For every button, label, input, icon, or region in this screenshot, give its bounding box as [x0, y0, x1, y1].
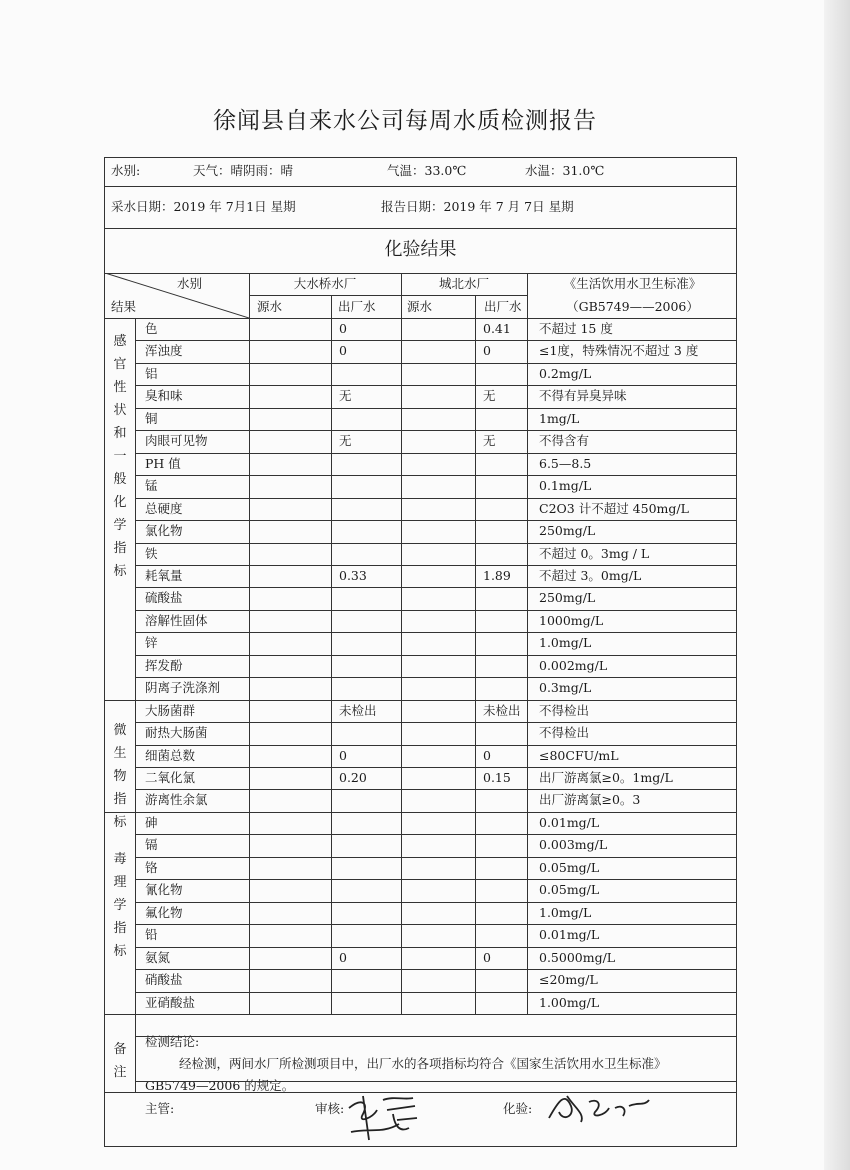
standard-value: 不得检出 [539, 702, 590, 718]
item-name: 硫酸盐 [145, 590, 183, 606]
item-name: 氟化物 [145, 904, 183, 920]
item-name: 铜 [145, 410, 158, 426]
measured-value: 无 [339, 433, 352, 449]
measured-value: 0 [339, 321, 347, 336]
report-table [104, 157, 737, 1147]
supervisor-label: 主管: [145, 1101, 175, 1116]
item-name: 硝酸盐 [145, 972, 183, 988]
item-name: 挥发酚 [145, 657, 183, 673]
group-char: 一 [113, 449, 127, 464]
conclusion-label: 检测结论: [145, 1034, 200, 1049]
item-name: 氰化物 [145, 882, 183, 898]
item-name: 耗氧量 [145, 567, 183, 583]
item-name: 肉眼可见物 [145, 433, 208, 449]
group-char: 般 [113, 472, 127, 487]
report-title: 徐闻县自来水公司每周水质检测报告 [213, 108, 597, 134]
header-c-source: 源水 [407, 299, 433, 314]
remarks-label [105, 1038, 135, 1084]
section-title: 化验结果 [384, 239, 457, 260]
group-char: 标 [113, 564, 127, 579]
group-char: 毒 [113, 852, 127, 867]
standard-value: 0.2mg/L [539, 365, 592, 381]
measured-value: 无 [483, 388, 496, 404]
standard-value: ≤1度，特殊情况不超过 3 度 [539, 343, 699, 359]
measured-value: 0 [339, 949, 347, 965]
group-char: 微 [113, 723, 127, 738]
item-name: 溶解性固体 [145, 612, 208, 628]
weather-field: 天气：晴阴雨：晴 [193, 163, 294, 178]
group-char: 学 [113, 518, 127, 533]
standard-value: C2O3 计不超过 450mg/L [539, 500, 689, 516]
item-name: 臭和味 [145, 388, 183, 404]
measured-value: 0.20 [339, 770, 367, 785]
standard-value: 出厂游离氯≥0。1mg/L [539, 770, 673, 785]
measured-value: 0.41 [483, 321, 511, 336]
item-name: 氨氮 [145, 949, 171, 965]
item-name: 锌 [145, 635, 158, 651]
report-date-field: 报告日期：2019 年 7 月 7日 星期 [381, 199, 574, 214]
standard-value: 6.5—8.5 [539, 455, 592, 471]
standard-value: 0.5000mg/L [539, 949, 616, 965]
group-char: 生 [113, 746, 127, 761]
standard-value: 0.3mg/L [539, 680, 592, 696]
header-plant-chengbei: 城北水厂 [438, 276, 489, 291]
group-char: 和 [113, 426, 127, 441]
item-name: 铬 [145, 859, 158, 875]
standard-value: 不超过 15 度 [539, 321, 613, 336]
measured-value: 0 [483, 949, 491, 965]
group-char: 指 [113, 921, 127, 936]
reviewer-signature [343, 1088, 425, 1146]
item-name: 铅 [145, 927, 158, 943]
tester-signature [545, 1088, 655, 1128]
header-standard-title: 《生活饮用水卫生标准》 [563, 276, 702, 291]
measured-value: 0 [339, 343, 347, 359]
item-name: PH 值 [145, 455, 181, 471]
item-name: 二氧化氯 [145, 770, 196, 785]
item-name: 锰 [145, 478, 158, 494]
standard-value: 0.002mg/L [539, 657, 608, 673]
item-name: 色 [145, 321, 158, 336]
standard-value: 不得含有 [539, 433, 590, 449]
group-char: 物 [113, 769, 127, 784]
standard-value: ≤80CFU/mL [539, 747, 619, 763]
header-d-outlet: 出厂水 [338, 299, 376, 314]
standard-value: 0.05mg/L [539, 859, 600, 875]
water-temp-field: 水温：31.0℃ [525, 163, 605, 178]
group-char: 性 [113, 380, 127, 395]
header-d-source: 源水 [257, 299, 283, 314]
standard-value: 不超过 0。3mg / L [539, 545, 650, 561]
group-char: 标 [113, 944, 127, 959]
measured-value: 无 [483, 433, 496, 449]
item-name: 铁 [145, 545, 158, 561]
standard-value: 1000mg/L [539, 612, 604, 628]
water-type-label: 水别: [111, 163, 141, 178]
group-label-toxicology [105, 848, 135, 963]
standard-value: 250mg/L [539, 590, 596, 606]
item-name: 阴离子洗涤剂 [145, 680, 221, 696]
group-char: 理 [113, 875, 127, 890]
header-plant-daxuqiao: 大水桥水厂 [293, 276, 357, 291]
group-label-microbial [105, 719, 135, 834]
group-char: 指 [113, 541, 127, 556]
remarks-char: 备 [113, 1041, 127, 1057]
standard-value: 出厂游离氯≥0。3 [539, 792, 641, 808]
header-c-outlet: 出厂水 [484, 299, 522, 314]
conclusion-line-2: GB5749—2006 的规定。 [145, 1078, 295, 1093]
item-name: 细菌总数 [145, 747, 196, 763]
standard-value: 0.01mg/L [539, 814, 600, 830]
air-temp-field: 气温：33.0℃ [387, 163, 467, 178]
item-name: 耐热大肠菌 [145, 725, 208, 741]
standard-value: 1.0mg/L [539, 904, 592, 920]
group-char: 化 [113, 495, 127, 510]
header-result: 结果 [111, 299, 137, 314]
group-char: 指 [113, 792, 127, 807]
standard-value: 0.1mg/L [539, 478, 592, 494]
conclusion-line-1: 经检测，两间水厂所检测项目中，出厂水的各项指标均符合《国家生活饮用水卫生标准》 [179, 1056, 667, 1071]
standard-value: 不得检出 [539, 725, 590, 741]
item-name: 镉 [145, 837, 158, 853]
measured-value: 0 [483, 343, 491, 359]
standard-value: 0.05mg/L [539, 882, 600, 898]
standard-value: 0.003mg/L [539, 837, 608, 853]
item-name: 总硬度 [145, 500, 183, 516]
reviewer-label: 审核: [315, 1101, 345, 1116]
standard-value: 不得有异臭异味 [539, 388, 627, 404]
item-name: 砷 [145, 814, 158, 830]
group-label-sensory [105, 330, 135, 583]
item-name: 氯化物 [145, 523, 183, 539]
standard-value: 250mg/L [539, 523, 596, 539]
standard-value: 不超过 3。0mg/L [539, 567, 642, 583]
measured-value: 无 [339, 388, 352, 404]
sample-date-field: 采水日期：2019 年 7月1日 星期 [111, 199, 296, 214]
measured-value: 1.89 [483, 567, 511, 583]
measured-value: 0.33 [339, 567, 367, 583]
group-char: 感 [113, 334, 127, 349]
item-name: 游离性余氯 [145, 792, 208, 808]
tester-label: 化验: [503, 1101, 533, 1116]
group-char: 学 [113, 898, 127, 913]
measured-value: 0 [483, 747, 491, 763]
group-char: 状 [113, 403, 127, 418]
standard-value: 1.00mg/L [539, 994, 600, 1010]
standard-value: ≤20mg/L [539, 972, 598, 988]
measured-value: 未检出 [483, 702, 521, 718]
header-standard-code: （GB5749——2006） [566, 299, 699, 314]
measured-value: 未检出 [339, 702, 377, 718]
item-name: 铝 [145, 365, 158, 381]
standard-value: 1.0mg/L [539, 635, 592, 651]
standard-value: 1mg/L [539, 410, 580, 426]
item-name: 浑浊度 [145, 343, 183, 359]
remarks-char: 注 [113, 1064, 127, 1080]
group-char: 标 [113, 815, 127, 830]
measured-value: 0 [339, 747, 347, 763]
item-name: 大肠菌群 [145, 702, 196, 718]
header-water-type: 水别 [177, 276, 203, 291]
measured-value: 0.15 [483, 770, 511, 785]
group-char: 官 [113, 357, 127, 372]
item-name: 亚硝酸盐 [145, 994, 196, 1010]
standard-value: 0.01mg/L [539, 927, 600, 943]
page-edge-shadow [824, 0, 850, 1170]
